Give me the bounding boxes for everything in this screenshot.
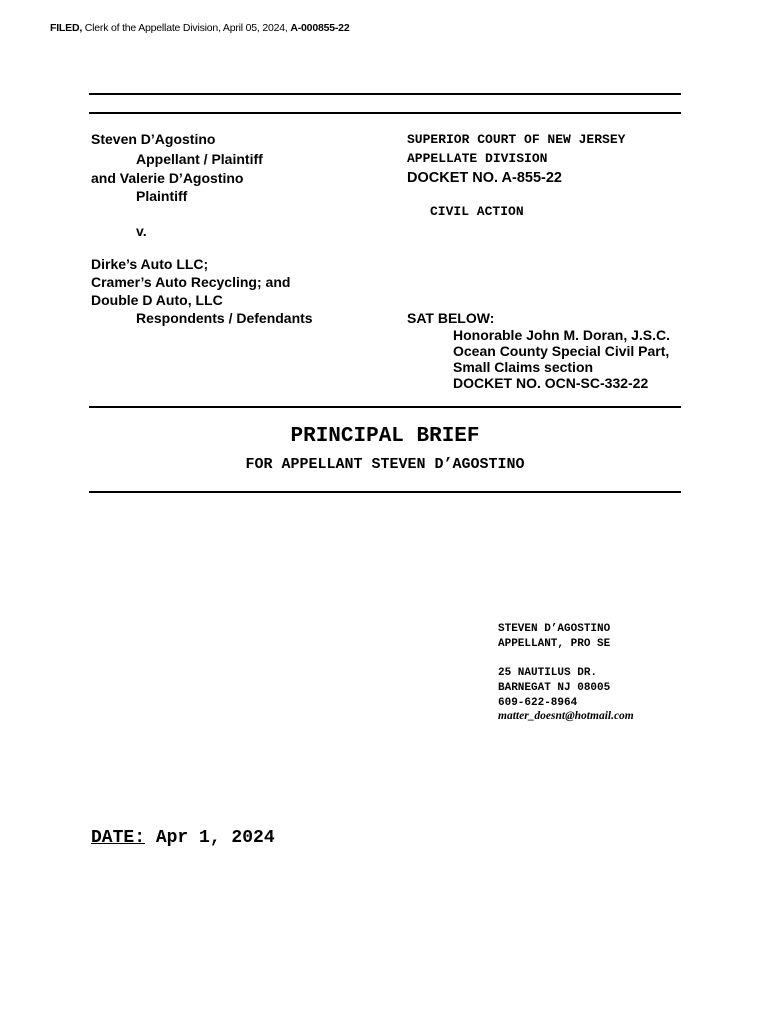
- contact-name: STEVEN D’AGOSTINO: [498, 623, 611, 635]
- contact-phone: 609-622-8964: [498, 697, 578, 709]
- docket-number: DOCKET NO. A-855-22: [407, 170, 562, 186]
- date-label: DATE:: [91, 828, 146, 848]
- civil-action: CIVIL ACTION: [430, 204, 524, 219]
- brief-title: PRINCIPAL BRIEF: [290, 425, 480, 448]
- contact-street: 25 NAUTILUS DR.: [498, 667, 598, 679]
- court-below: Ocean County Special Civil Part,: [453, 343, 670, 359]
- party-plaintiff: and Valerie D’Agostino: [91, 170, 244, 186]
- respondent-2: Cramer’s Auto Recycling; and: [91, 274, 291, 290]
- court-name: SUPERIOR COURT OF NEW JERSEY: [407, 132, 626, 147]
- brief-subtitle: FOR APPELLANT STEVEN D’AGOSTINO: [245, 456, 525, 473]
- court-section: Small Claims section: [453, 359, 594, 375]
- party-appellant-role: Appellant / Plaintiff: [136, 151, 263, 167]
- court-division: APPELLATE DIVISION: [407, 151, 548, 166]
- contact-email: matter_doesnt@hotmail.com: [498, 710, 634, 722]
- party-plaintiff-role: Plaintiff: [136, 188, 188, 204]
- docket-below: DOCKET NO. OCN-SC-332-22: [453, 375, 649, 391]
- filing-docket: A-000855-22: [290, 22, 350, 34]
- title-rule-bottom: [89, 491, 681, 493]
- filed-label: FILED,: [50, 22, 83, 34]
- date-line: [91, 828, 275, 848]
- party-appellant: Steven D’Agostino: [91, 131, 216, 147]
- respondent-3: Double D Auto, LLC: [91, 292, 223, 308]
- title-rule-top: [89, 406, 681, 408]
- versus: v.: [136, 223, 147, 239]
- respondent-1: Dirke’s Auto LLC;: [91, 256, 209, 272]
- contact-city: BARNEGAT NJ 08005: [498, 682, 611, 694]
- top-rule-1: [89, 93, 681, 95]
- respondents-role: Respondents / Defendants: [136, 310, 313, 326]
- sat-below-label: SAT BELOW:: [407, 310, 495, 326]
- filing-stamp: [50, 22, 349, 34]
- top-rule-2: [89, 112, 681, 114]
- contact-role: APPELLANT, PRO SE: [498, 638, 611, 650]
- date-value: Apr 1, 2024: [145, 828, 275, 848]
- judge-name: Honorable John M. Doran, J.S.C.: [453, 327, 671, 343]
- filing-stamp-text: Clerk of the Appellate Division, April 05, 2024,: [82, 22, 291, 34]
